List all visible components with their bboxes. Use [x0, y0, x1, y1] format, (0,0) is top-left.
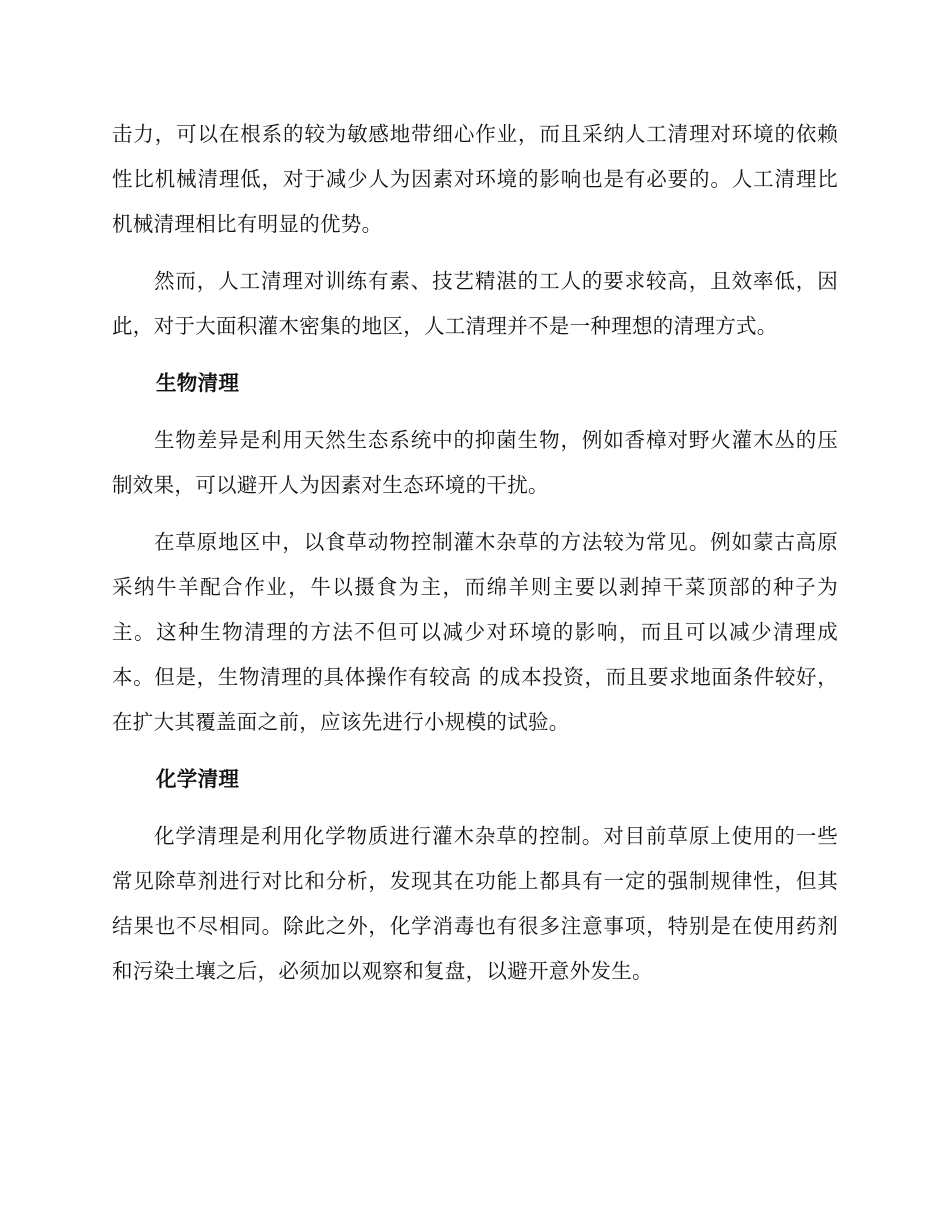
document-body [112, 112, 838, 994]
paragraph-biological-clearing-grazing: 在草原地区中，以食草动物控制灌木杂草的方法较为常见。例如蒙古高原采纳牛羊配合作业，牛以摄食为主，而绵羊则主要以剥掉干菜顶部的种子为主。这种生物清理的方法不但可以减少对环境的影响，而且可以减少清理成本。但是，生物清理的具体操作有较高 的成本投资，而且要求地面条件较好，在扩大其覆盖面之前，应该先进行小规模的试验。 [112, 530, 838, 734]
heading-biological-clearing: 生物清理 [156, 371, 240, 395]
paragraph-biological-clearing-intro: 生物差异是利用天然生态系统中的抑菌生物，例如香樟对野火灌木丛的压制效果，可以避开人为因素对生态环境的干扰。 [112, 428, 838, 497]
paragraph-manual-clearing-drawbacks: 然而，人工清理对训练有素、技艺精湛的工人的要求较高，且效率低，因此，对于大面积灌木密集的地区，人工清理并不是一种理想的清理方式。 [112, 269, 838, 338]
heading-chemical-clearing: 化学清理 [156, 767, 240, 791]
paragraph-chemical-clearing: 化学清理是利用化学物质进行灌木杂草的控制。对目前草原上使用的一些常见除草剂进行对比和分析，发现其在功能上都具有一定的强制规律性，但其结果也不尽相同。除此之外，化学消毒也有很多注意事项，特别是在使用药剂和污染土壤之后，必须加以观察和复盘，以避开意外发生。 [112, 824, 838, 983]
paragraph-manual-clearing-advantages: 击力，可以在根系的较为敏感地带细心作业，而且采纳人工清理对环境的依赖性比机械清理低，对于减少人为因素对环境的影响也是有必要的。人工清理比机械清理相比有明显的优势。 [112, 122, 838, 236]
